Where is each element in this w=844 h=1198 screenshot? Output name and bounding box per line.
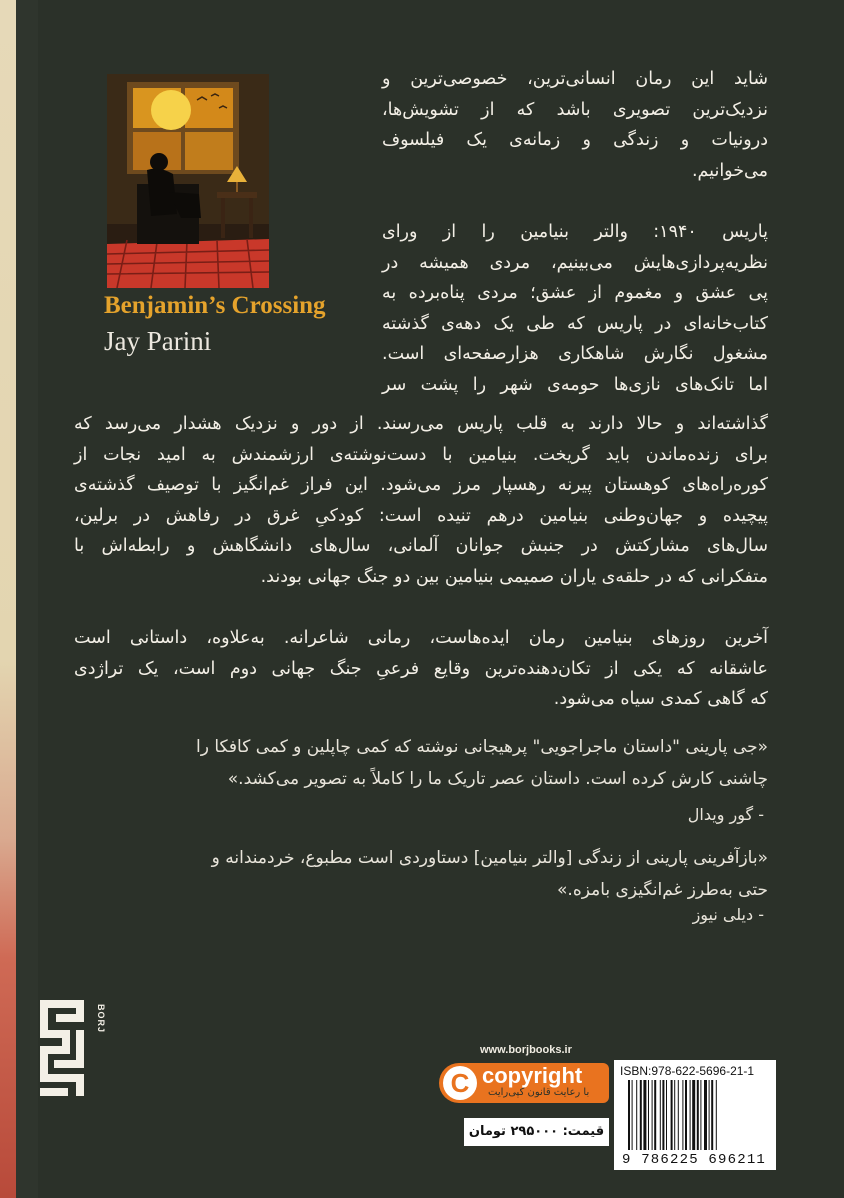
blurb-line: مشغول نگارش شاهکاری هزارصفحه‌ای است. bbox=[382, 344, 768, 364]
blurb-line: شاید این رمان انسانی‌ترین، خصوصی‌ترین و bbox=[382, 69, 768, 89]
blurb-line: کتاب‌خانه‌ای در پاریس که طی یک دهه‌ی گذشته bbox=[382, 313, 768, 334]
blurb-intro bbox=[382, 64, 768, 186]
spine-shadow bbox=[16, 0, 38, 1198]
review-quote-1 bbox=[74, 731, 768, 795]
quote-line: حتی به‌طرز غم‌انگیزی بامزه.» bbox=[557, 880, 768, 900]
blurb-line: پیچیده و جهان‌وطنی بنیامین درهم تنیده است: کودکیِ غرق در رفاهش در برلین، bbox=[74, 505, 768, 526]
quote-line: چاشنی کارش کرده است. داستان عصر تاریک ما را کاملاً به تصویر می‌کشد.» bbox=[227, 769, 768, 789]
blurb-line: پی عشق و مغموم از عشق؛ مردی پناه‌برده به bbox=[382, 283, 768, 303]
cover-illustration bbox=[107, 74, 269, 288]
barcode-icon bbox=[628, 1080, 774, 1152]
barcode-number: 9 786225 696211 bbox=[622, 1152, 767, 1168]
author-name-english: Jay Parini bbox=[104, 326, 212, 356]
book-title-english: Benjamin’s Crossing bbox=[104, 292, 326, 319]
quote-source-2: - دیلی نیوز bbox=[692, 905, 764, 924]
blurb-line: گذاشته‌اند و حالا دارند به قلب پاریس می‌رسند. از دور و نزدیک هشدار می‌رسد که bbox=[74, 414, 768, 434]
isbn-label: ISBN:978-622-5696-21-1 bbox=[620, 1064, 755, 1078]
publisher-website: www.borjbooks.ir bbox=[480, 1044, 572, 1056]
quote-line: «جی پارینی "داستان ماجراجویی" پرهیجانی نوشته که کمی چاپلین و کمی کافکا را bbox=[195, 737, 768, 757]
publisher-logo-text: BORJ bbox=[96, 1004, 106, 1034]
blurb-paris bbox=[382, 217, 768, 400]
blurb-line: نزدیک‌ترین تصویری باشد که از تشویش‌ها، bbox=[382, 99, 768, 120]
quote-source-1: - گور ویدال bbox=[687, 805, 764, 824]
copyright-icon: C bbox=[443, 1066, 477, 1100]
spine-edge bbox=[0, 0, 16, 1198]
blurb-line: می‌خوانیم. bbox=[691, 160, 768, 181]
blurb-line: اما تانک‌های نازی‌ها حومه‌ی شهر را پشت سر bbox=[382, 374, 768, 395]
copyright-subtitle: با رعایت قانون کپی‌رایت bbox=[488, 1087, 590, 1098]
blurb-line: که گاهی کمدی سیاه می‌شود. bbox=[553, 689, 768, 709]
blurb-paris-continued bbox=[74, 409, 768, 592]
blurb-line: نظریه‌پردازی‌هایش می‌بینیم، مردی همیشه در bbox=[382, 252, 768, 273]
review-quote-2 bbox=[74, 842, 768, 906]
publisher-logo-icon bbox=[40, 1000, 110, 1096]
blurb-line: درونیات و زندگی و زمانه‌ی یک فیلسوف bbox=[382, 130, 768, 150]
blurb-closing bbox=[74, 623, 768, 715]
blurb-line: عاشقانه که یکی از تکان‌دهنده‌ترین وقایع فرعیِ جنگ جهانی دوم است، یک تراژدی bbox=[74, 658, 768, 679]
price-label: قیمت: ۲۹۵۰۰۰ تومان bbox=[464, 1118, 609, 1146]
blurb-line: برای زنده‌ماندن باید گریخت. بنیامین با دست‌نوشته‌ی ارزشمندش به امید نجات از bbox=[74, 444, 768, 465]
blurb-line: متفکرانی که در حلقه‌ی یاران صمیمی بنیامین بین دو جنگ جهانی بودند. bbox=[260, 566, 768, 587]
blurb-line: کوره‌راه‌های کوهستان پیرنه رهسپار مرز می‌شود. این فراز غم‌انگیز با توصیف گذشته‌ی bbox=[74, 475, 768, 495]
blurb-line: آخرین روزهای بنیامین رمان ایده‌هاست، رمانی شاعرانه. به‌علاوه، داستانی است bbox=[74, 628, 768, 648]
copyright-word: copyright bbox=[482, 1063, 583, 1088]
blurb-line: پاریس ۱۹۴۰: والتر بنیامین را از ورای bbox=[382, 222, 768, 242]
quote-line: «بازآفرینی پارینی از زندگی [والتر بنیامین] دستاوردی است مطبوع، خردمندانه و bbox=[211, 848, 768, 868]
blurb-line: سال‌های مشارکتش در جنبش جوانان آلمانی، سال‌های دانشگاهش و رابطه‌اش با bbox=[74, 536, 768, 556]
